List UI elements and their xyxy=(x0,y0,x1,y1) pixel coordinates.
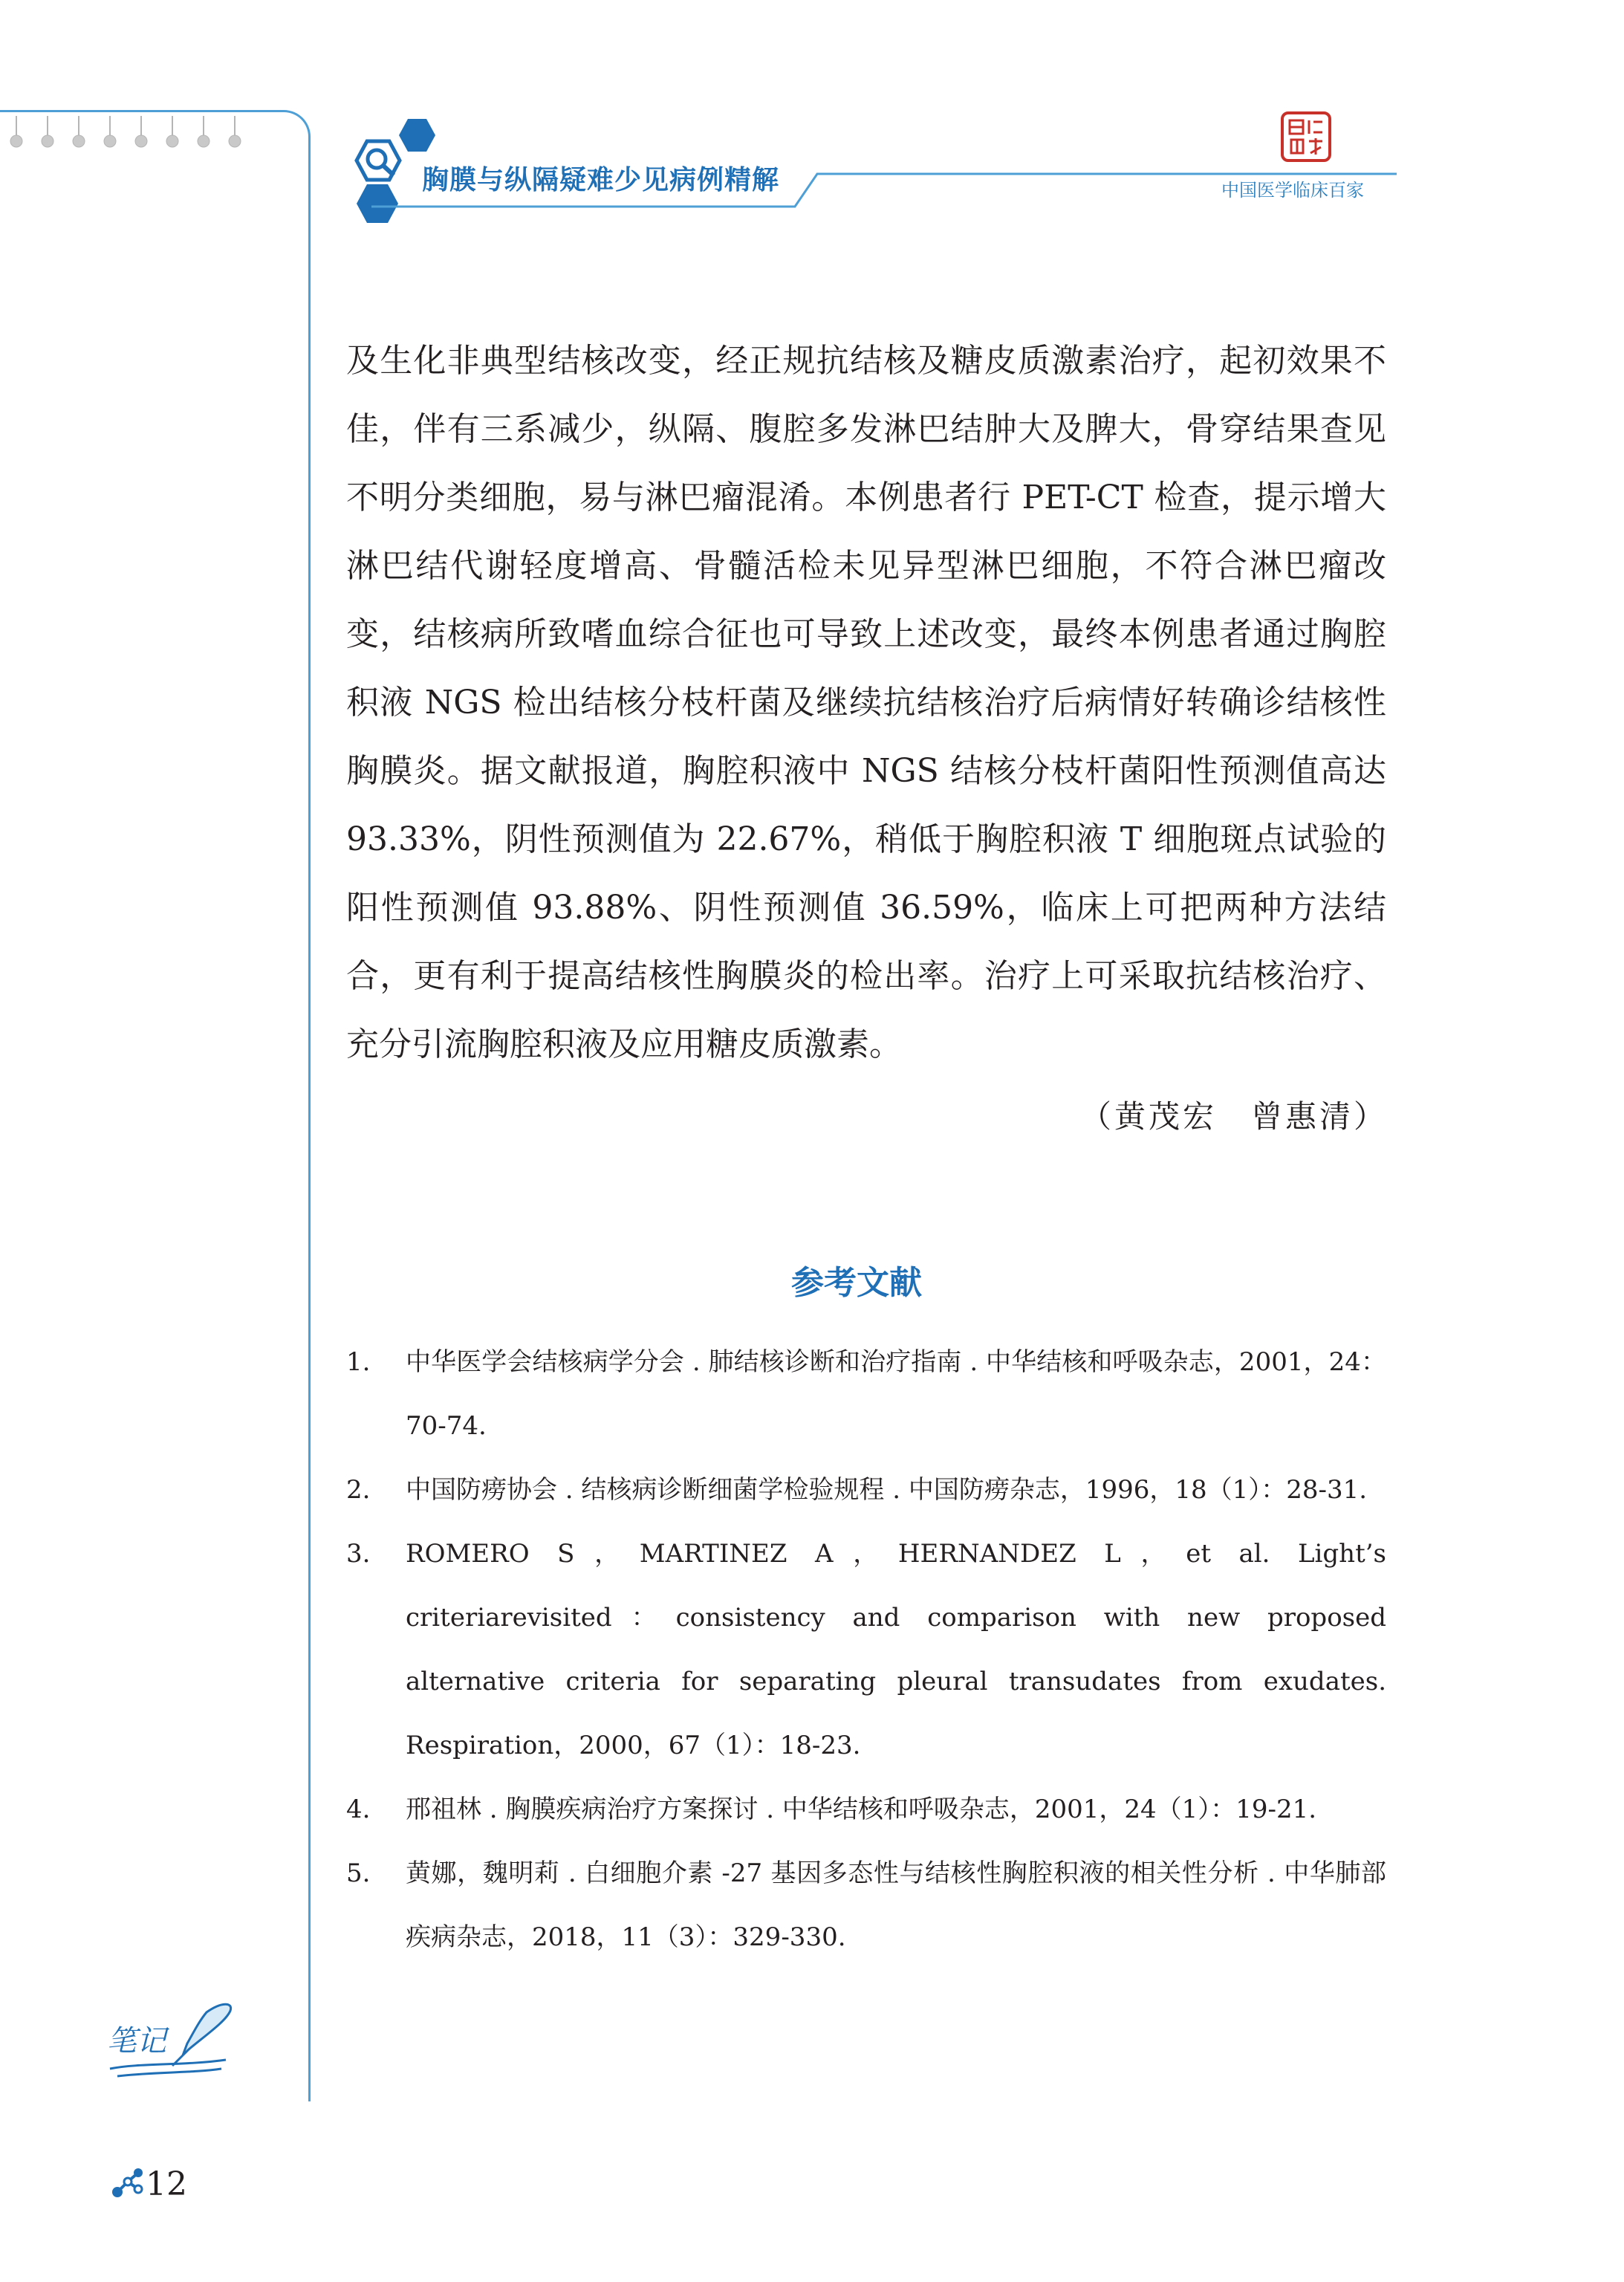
reference-text: 中华医学会结核病学分会 . 肺结核诊断和治疗指南 . 中华结核和呼吸杂志，2001，24：70-74. xyxy=(406,1347,1386,1441)
body-paragraph: 及生化非典型结核改变，经正规抗结核及糖皮质激素治疗，起初效果不佳，伴有三系减少，纵隔、腹腔多发淋巴结肿大及脾大，骨穿结果查见不明分类细胞，易与淋巴瘤混淆。本例患者行 PET-CT 检查，提示增大淋巴结代谢轻度增高、骨髓活检未见异型淋巴细胞，不符合淋巴瘤改变，结核病所致嗜血综合征也可导致上述改变，最终本例患者通过胸腔积液 NGS 检出结核分枝杆菌及继续抗结核治疗后病情好转确诊结核性胸膜炎。据文献报道，胸腔积液中 NGS 结核分枝杆菌阳性预测值高达 93.33%，阴性预测值为 22.67%，稍低于胸腔积液 T 细胞斑点试验的阳性预测值 93.88%、阴性预测值 36.59%，临床上可把两种方法结合，更有利于提高结核性胸膜炎的检出率。治疗上可采取抗结核治疗、充分引流胸腔积液及应用糖皮质激素。 xyxy=(346,342,1386,1063)
series-name: 中国医学临床百家 xyxy=(1221,180,1364,201)
reference-number: 1. xyxy=(346,1347,371,1377)
seal-logo xyxy=(1281,111,1331,162)
reference-item xyxy=(346,1777,1386,1841)
reference-item xyxy=(346,1330,1386,1458)
reference-item xyxy=(346,1522,1386,1777)
binding-dots xyxy=(0,111,253,156)
authors: （黄茂宏 曾惠清） xyxy=(1079,1098,1388,1135)
reference-list xyxy=(346,1330,1386,1969)
reference-number: 3. xyxy=(346,1539,371,1569)
margin-rule xyxy=(0,110,311,2101)
reference-text: 中国防痨协会 . 结核病诊断细菌学检验规程 . 中国防痨杂志，1996，18（1）：28-31. xyxy=(406,1475,1368,1505)
reference-number: 5. xyxy=(346,1858,371,1888)
reference-number: 2. xyxy=(346,1475,371,1505)
reference-number: 4. xyxy=(346,1795,371,1824)
reference-text: ROMERO S，MARTINEZ A，HERNANDEZ L，et al. Light’s criteriarevisited：consistency and comparison with new proposed alternative criteria for separating pleural transudates from exudates. Respiration，2000，67（1）：18-23. xyxy=(406,1539,1386,1760)
reference-item xyxy=(346,1458,1386,1522)
reference-text: 黄娜，魏明莉 . 白细胞介素 -27 基因多态性与结核性胸腔积液的相关性分析 . 中华肺部疾病杂志，2018，11（3）：329-330. xyxy=(406,1858,1386,1952)
page-number: 12 xyxy=(146,2165,187,2203)
molecule-icon xyxy=(108,2164,147,2201)
notes-pen-icon xyxy=(95,1997,236,2087)
reference-text: 邢祖林 . 胸膜疾病治疗方案探讨 . 中华结核和呼吸杂志，2001，24（1）：19-21. xyxy=(406,1795,1317,1824)
book-title: 胸膜与纵隔疑难少见病例精解 xyxy=(422,165,780,195)
reference-item xyxy=(346,1841,1386,1969)
notes-label: 笔记 xyxy=(107,2024,166,2058)
references-heading: 参考文献 xyxy=(791,1264,922,1302)
